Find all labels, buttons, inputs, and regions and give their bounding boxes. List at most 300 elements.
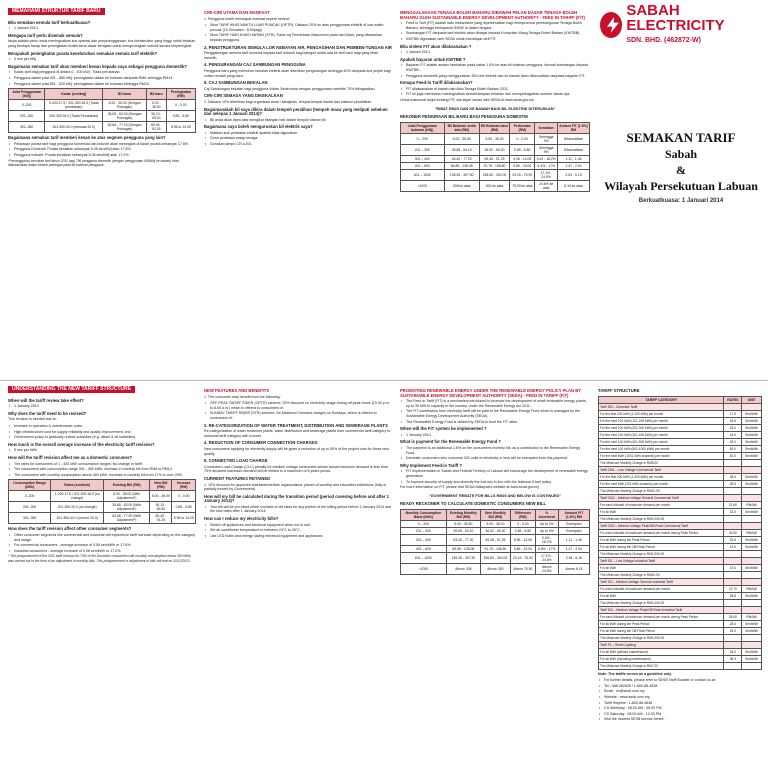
table-cell: The Minimum Monthly Charge is RM7.20: [599, 662, 724, 669]
table-cell: 69.45 - 91.25: [480, 534, 510, 545]
table-cell: [724, 466, 742, 473]
table-cell: 0 - 0.00: [172, 491, 196, 502]
table-cell: 35.68 - 63.00 (With Adjustment*): [104, 502, 150, 513]
contact-line: • CS Saturday : 08:00 AM - 12:30 PM: [598, 712, 762, 717]
section-title: CIRI-CIRI SEMASA YANG DIKEKALKAN: [204, 93, 283, 99]
rebate-banner: "RIBAT RM20 DAN KE BAWAH BAGI BIL ELEKTRIK DITERUSKAN": [434, 106, 556, 111]
question: Apakah bayaran untuk KWTBB ?: [400, 56, 466, 62]
table-cell: Tariff CM1 – Low Voltage Commercial Tariff: [599, 466, 724, 473]
table-cell: For the next 100 kWh (501-1000 kWh) per month: [599, 445, 724, 452]
column-header: Bil Bulanan sedia ada (RM): [444, 122, 479, 133]
table-cell: [742, 466, 762, 473]
table-cell: 44.5: [724, 431, 742, 438]
table-cell: 5.00 - 35.50: [446, 520, 480, 527]
table-row: [599, 592, 762, 599]
table-cell: 91.78 - 158.80: [480, 545, 510, 552]
table-row: [599, 459, 762, 466]
bullet: • Pengguna Industri: Purata kenaikan sebanyak 5.08 sen/kWj atau 17.2%.: [8, 153, 196, 158]
table-row: [599, 557, 762, 564]
bullet: • Skim TARIF HARI KHAS HARIAN (STR): Tiada caj Permintaan Maksimum pada hari Ahad, yang ditawarkan kepada pengguna.: [204, 33, 392, 42]
bullet: • Pengguna dalam julat 851 - 920 kWj: peningkatan dalam bil bulanan sehingga RM24.: [8, 82, 196, 87]
answer: • 1 January 2014: [400, 433, 590, 438]
table-row: [599, 550, 762, 557]
table-cell: The Minimum Monthly Charge is RM1,000.00: [599, 515, 724, 522]
title-line-2: Sabah: [664, 147, 698, 161]
table-cell: 0 - 0.00: [510, 133, 535, 144]
table-cell: 135.35 - 307.50: [446, 552, 480, 563]
column-header: Existing Bill (RM): [104, 480, 150, 491]
table-cell: Sen/kWh: [742, 655, 762, 662]
table-row: [599, 494, 762, 501]
table-cell: For each kilowatt of maximum demand per month: [599, 501, 724, 508]
table-cell: The Minimum Monthly Charge is RM10.00: [599, 487, 724, 494]
table-cell: Sen/kWh: [742, 564, 762, 571]
section-title: CURRENT FEATURES RETAINED: [204, 475, 271, 481]
table-cell: >1000: [401, 180, 445, 191]
table-cell: [742, 459, 762, 466]
bullet: • FiT ini juga membantu meningkatkan kebolehkerjaan bekalan dan memperbagaikan sumber bahan api.: [400, 92, 590, 97]
table-cell: 17.1% - 24.6%: [535, 169, 558, 180]
bullet: • Guna peralatan cekap tenaga.: [204, 136, 392, 141]
table-row: [401, 552, 590, 563]
table-cell: For the next 100 kWh (401-500 kWh) per month: [599, 438, 724, 445]
bullet: • The Feed-in Tariff (FiT) is a mechanism introduced to promote the development of small renewable energy plants, up to 30 MW in capacity in the country, under the Renewable Energy Act 2011.: [400, 399, 590, 408]
table-row: [599, 466, 762, 473]
question: When will the FiT system be implemented ?: [400, 426, 487, 432]
table-cell: RM/kW: [742, 529, 762, 536]
table-cell: [742, 522, 762, 529]
table-row: [401, 520, 590, 527]
table-row: [599, 641, 762, 648]
table-cell: 32.60: [724, 529, 742, 536]
table-row: [599, 606, 762, 613]
table-cell: [724, 599, 742, 606]
table-cell: 401 – 600: [401, 545, 447, 552]
column-header: Bil Bulanan baru (RM): [481, 123, 508, 132]
table-cell: For the next 100 kWh (101-200 kWh) per month: [599, 417, 724, 424]
table-cell: For the next 100 kWh (301-400 kWh) per month: [599, 431, 724, 438]
bullet: • Government policy to gradually reduce subsidies (e.g. diesel & oil subsidies).: [8, 435, 196, 440]
bullet: • Skim TARIF IKHIS WAKTU LUAR PUNCAK (OPTR): Diskaun 20% ke atas penggunaan elektrik di luar waktu puncak (10.00malam - 8.00pagi).: [204, 23, 392, 32]
title-line-3: &: [676, 163, 686, 177]
table-cell: 5.96 to 14.05: [172, 513, 196, 524]
table-row: [599, 529, 762, 536]
table-cell: For all kWh during the Off-Peak Period: [599, 543, 724, 550]
bullet: • FiT dilaksanakan di bawah dan Akta Tenaga Boleh Baharu 2011.: [400, 87, 590, 92]
column-header: Bil lama: [103, 89, 147, 100]
section-title: TARIFF STRUCTURE: [598, 388, 640, 393]
bullet: • KWTBB digunakan oleh SEDA untuk membayar tarif FiT.: [400, 37, 590, 42]
column-header: TARIFF CATEGORY: [599, 396, 724, 403]
table-cell: Sen/kWh: [742, 431, 762, 438]
tariff-structure-column: [598, 386, 762, 723]
bullet: • Bayaran FiT adalah amaun tambahan pada kadar 1.6% ke atas bil bulanan pengguna, kecuali sumbangan kepada KWTBB.: [400, 63, 590, 72]
paragraph: New consumers applying for electricity supply will be given a reduction of up to 50% of the project cost for those who qualify.: [204, 446, 390, 456]
table-cell: 0.85 - 5.80: [510, 144, 535, 155]
table-cell: [742, 571, 762, 578]
table-cell: [742, 550, 762, 557]
table-cell: 19.5: [724, 543, 742, 550]
table-row: [599, 487, 762, 494]
table-cell: For each kilowatt of maximum demand per month during Peak Period: [599, 613, 724, 620]
section-title: 2. PENSTRUKTURAN SEMULA LOR KEBAYAN AIR, PENGAGIHAN DAN PEMBEN-TUNGAN AIR: [204, 44, 392, 50]
ms-column-3: [400, 8, 590, 194]
question: Bagaimana saya boleh menguruskan bil elektrik saya?: [204, 124, 313, 130]
table-cell: 33.0: [724, 424, 742, 431]
table-cell: [742, 662, 762, 669]
contact-info: [598, 678, 762, 722]
table-row: [401, 545, 590, 552]
table-cell: 38.3: [724, 655, 742, 662]
table-row: [599, 508, 762, 515]
table-cell: The Minimum Monthly Charge is RM1,000.00: [599, 550, 724, 557]
table-cell: 158.80 - 300.00: [480, 552, 510, 563]
table-cell: 69.45 - 91.25: [479, 155, 509, 162]
question: Mengapa tarif perlu disemak semula?: [8, 32, 83, 38]
table-cell: 201-300:33.0 (no change): [51, 502, 104, 513]
bullet: • Feed in Tarif (FiT) adalah satu mekanisme yang diperkenalkan bagi mempromosi pembangunan Tenaga Boleh Baharu, sehingga berkapasiti 30MW di dalam Negara.: [400, 21, 590, 30]
table-row: [599, 473, 762, 480]
table-cell: [724, 662, 742, 669]
table-cell: Sehingga 9%: [535, 144, 558, 155]
table-cell: The Minimum Monthly Charge is RM5.00: [599, 459, 724, 466]
column-header: Julat Penggunaan bulanan (kWj): [401, 122, 445, 133]
table-cell: Sen/kWh: [742, 438, 762, 445]
column-header: Amaun FiT (1.6%) RM: [559, 123, 588, 132]
en-column-1: [8, 386, 196, 563]
table-cell: 35.68 - 63.10: [446, 527, 480, 534]
bullet: • Use LED bulbs and energy saving electrical equipment and appliances.: [204, 534, 392, 539]
table-cell: Sen/kWh: [742, 508, 762, 515]
table-cell: 32.6: [724, 536, 742, 543]
table-cell: Sen/kWh: [742, 543, 762, 550]
bullet: • Pengguna Komersil: Purata kenaikan sebanyak 5.08 sen/kWj atau 17.6%.: [8, 147, 196, 152]
table-cell: [724, 522, 742, 529]
table-cell: 301 – 400: [401, 155, 445, 162]
table-row: [599, 585, 762, 592]
table-cell: RM/kW: [742, 585, 762, 592]
section-title: 4. REDUCTION OF CONSUMER CONNECTION CHARGES: [204, 440, 318, 446]
table-cell: 5.00 - 35.50: [444, 133, 479, 144]
table-row: [401, 169, 590, 180]
table-cell: 135.35 - 307.50: [444, 169, 479, 180]
table-cell: The Minimum Monthly Charge is RM1,000.00: [599, 634, 724, 641]
question: Bagaimana semakan tarif akan memberi kesan kepada saya sebagai pengguna domestik?: [8, 63, 187, 69]
paragraph: Connected Load Charge (CLC) penalty for medium voltage consumers whose actual maximum demand is less than 75% declared maximum demand will be limited to a maximum of 6 years period.: [204, 464, 388, 474]
table-cell: [742, 634, 762, 641]
table-cell: 0 - 0.00: [166, 100, 195, 111]
section-title: REKONER PENGIRAAN BIL BARU BAGI PENGGUNA DOMESTIK: [400, 114, 529, 120]
en-column-3: [400, 386, 590, 577]
bullet: • Increase in operation & maintenance costs;: [8, 424, 196, 429]
paragraph: Caj Sambungan bekalan bagi pengguna Voltan Sederhana dengan penggunaan melebihi 70% ditingkatkan.: [204, 86, 376, 91]
table-cell: Up to 2%: [535, 520, 558, 527]
table-cell: Above 308: [446, 563, 480, 574]
table-row: [599, 613, 762, 620]
table-row: [401, 133, 590, 144]
logo-sub: SDN. BHD. (462872-W): [626, 36, 701, 44]
table-cell: 1.11 - 1.46: [558, 155, 590, 162]
table-cell: RM/kW: [742, 613, 762, 620]
en-section-header: UNDERSTANDING THE NEW TARIFF STRUCTURE: [8, 386, 135, 393]
table-cell: For the next kWh (1001 kWh onwards) per month: [599, 452, 724, 459]
table-cell: 17.5: [724, 410, 742, 417]
bullet: • Domestic consumers who consume 300 units of electricity or less will be exempted from this payment.: [400, 456, 590, 461]
ms-reckoner-table: [400, 122, 590, 192]
table-row: [599, 599, 762, 606]
table-cell: Up to 9%: [535, 527, 558, 534]
table-cell: [742, 403, 762, 410]
bullet: • The Renewable Energy Fund is utilized by SEDA to fund the FiT rates.: [400, 420, 590, 425]
table-cell: Sen/kWh: [742, 417, 762, 424]
section-title: 5. CONNECTED LOAD CHARGE: [204, 458, 268, 464]
table-cell: For each kilowatt of maximum demand per month: [599, 585, 724, 592]
table-cell: [724, 634, 742, 641]
table-cell: [724, 557, 742, 564]
bullet: • Kadar tarif bagi pengguna di antara 0 - 400 kWj : Tiada perubahan.: [8, 70, 196, 75]
table-cell: 1.47 - 2.54: [558, 162, 590, 169]
table-cell: 28.00: [724, 613, 742, 620]
table-cell: 0 – 200: [401, 133, 445, 144]
table-cell: [724, 641, 742, 648]
table-cell: [724, 494, 742, 501]
table-row: [401, 155, 590, 162]
table-cell: [724, 403, 742, 410]
table-cell: [724, 550, 742, 557]
answer: • 1 Januari 2014: [8, 26, 196, 31]
table-cell: 24.6% ke atas: [535, 180, 558, 191]
table-cell: For the first 200 kWh (1-200 kWh) per month: [599, 473, 724, 480]
table-cell: 69.45 - 91.25: [150, 513, 172, 524]
table-cell: Sen/kWh: [742, 620, 762, 627]
question: Kenapa Feed-in Tariff dilaksanakan?: [400, 80, 473, 86]
bullet: • Other consumer segments like commercial and industrial will experience tariff increase depending on the category and usage.: [8, 533, 196, 542]
en-rate-table: [8, 479, 196, 524]
column-header: Consumption Range (kWh): [9, 480, 51, 491]
table-cell: 5.00 - 36.00: [146, 100, 166, 111]
table-cell: Sehingga 2%: [535, 133, 558, 144]
bullet: • High infrastructure cost for supply reliability and quality improvement; and: [8, 430, 196, 435]
bullet: • The payment is an additional 1.6% on the consumer's monthly bill, as a contribution to the Renewable Energy Fund.: [400, 446, 590, 455]
bullet: • SUNDAY TARIFF RIDER (STR) scheme: No Maximum Demand charges on Sundays, which is offered to consumers of:: [204, 411, 392, 420]
table-cell: 63.40 - 77.20: [444, 155, 479, 162]
table-cell: 23.15 - 75.90: [510, 169, 535, 180]
table-cell: 5.00 - 36.00: [479, 133, 509, 144]
section-title: NEW FEATURES AND BENEFITS: [204, 388, 270, 393]
bullet: • Industrial consumers - average increase of 5.08 sen/kWh or 17.2%.: [8, 549, 196, 554]
table-cell: 301–350: [9, 513, 51, 524]
table-cell: >1000: [401, 563, 447, 574]
table-row: [9, 111, 196, 122]
paragraph: 1. Diskaun 10% diberikan bagi organisasi amal / kebajikan, tempat-tempat ibadat dan institusi pendidikan.: [204, 99, 373, 104]
table-cell: [724, 578, 742, 585]
table-cell: 5.86 - 23.00: [510, 545, 535, 552]
section-title: 4. PENGURANGAN CAJ SAMBUNGAN PENGGUNA: [204, 62, 306, 68]
bullet: • The rates for consumers of 1 - 400 kWh consumption ranges: No change in tariff.: [8, 462, 196, 467]
table-cell: 35.08 - 63.00 (Dengan Potongan): [103, 111, 147, 122]
contact-line: • Visit the nearest SESB service centre.: [598, 717, 762, 722]
table-cell: For the first 100 kWh (1-100 kWh) per month: [599, 410, 724, 417]
table-cell: 5.96 - 14.05: [510, 155, 535, 162]
question: How much is the overall average increase of the electricity tariff revision?: [8, 441, 155, 447]
question: Berapakah peningkatan purata keseluruhan semakan semula tarif elektrik?: [8, 50, 158, 56]
table-cell: 6.8% - 17%: [535, 545, 558, 552]
table-cell: 36.13 - 69.00: [146, 111, 166, 122]
table-row: [599, 452, 762, 459]
column-header: Existing Monthly Bill (RM): [446, 509, 480, 520]
bullet: • OFF-PEAK TARIFF RIDER (OPTR) scheme: 20% discount on electricity usage during off-peak hours (10.00 p.m. to 8.00 a.m.) which is offered to consumers of:: [204, 401, 392, 410]
bullet: • Matikan suis peralatan elektrik apabila tidak digunakan.: [204, 131, 392, 136]
table-cell: 36.13 - 69.00: [150, 502, 172, 513]
table-cell: 50.0: [724, 445, 742, 452]
table-cell: 601 – 1000: [401, 552, 447, 563]
table-cell: 5.86 - 23.00: [510, 162, 535, 169]
table-cell: For the next 100 kWh (201-300 kWh) per month: [599, 424, 724, 431]
question: Bagaimana semakan tarif memberi kesan ke atas segmen pengguna yang lain?: [8, 135, 166, 141]
table-cell: [724, 459, 742, 466]
table-cell: 36.52 - 69.00: [479, 144, 509, 155]
table-cell: Sen/kWh: [742, 410, 762, 417]
table-row: [599, 655, 762, 662]
column-header: Peningkatan (RM): [166, 89, 195, 100]
lightning-bolt-icon: [600, 12, 622, 38]
answer: Ianya adalah perlu untuk meningkatkan kos operasi dan penyelenggaraan, kos infrastruktur yang tinggi untuk bekalan yang berdaya harap dan peningkatan kualiti serta dasar kerajaan untuk mengurangkan subsidi secara berperingkat.: [8, 39, 196, 48]
table-cell: Dikecualikan: [558, 133, 590, 144]
question: Bila sistem FiT akan dilaksanakan ?: [400, 43, 472, 49]
bullet: • Switch off appliances and electrical equipment when not in use.: [204, 523, 392, 528]
table-cell: Exempted: [558, 527, 589, 534]
table-cell: [742, 494, 762, 501]
question: How will my bill be calculated during the transition period (period covering before and after 1 January 2014)?: [204, 493, 389, 504]
table-cell: 5-400:17.5 / 201-300:18.5 (Tiada perubahan): [45, 100, 103, 111]
info-text: Untuk maklumat lanjut tentang FiT, sila layari laman web SEDA di www.seda.gov.my: [400, 97, 534, 102]
column-header: Kenaikan: [535, 122, 558, 133]
column-header: Difference (RM): [510, 509, 535, 520]
table-cell: Sen/kWh: [742, 648, 762, 655]
table-row: [599, 410, 762, 417]
table-cell: [724, 487, 742, 494]
table-cell: [724, 606, 742, 613]
table-cell: [742, 606, 762, 613]
table-cell: 2.54 - 6.15: [558, 169, 590, 180]
table-row: [599, 571, 762, 578]
table-cell: 39.5: [724, 480, 742, 487]
contact-line: • CS Weekday : 08:00 AM - 05:00 PM: [598, 706, 762, 711]
table-cell: Dikecualikan: [558, 144, 590, 155]
answer: • 5 sen per kWj: [8, 57, 196, 62]
question: How will the tariff revision affect me as a domestic consumer?: [8, 454, 133, 460]
table-row: [599, 648, 762, 655]
table-cell: 5.00 - 36.00: [480, 520, 510, 527]
question: How can I reduce my electricity bills?: [204, 516, 279, 522]
ms-rate-table: [8, 88, 196, 133]
table-row: [599, 515, 762, 522]
table-row: [599, 424, 762, 431]
table-cell: 32.6: [724, 508, 742, 515]
table-cell: 0–200: [9, 491, 51, 502]
table-cell: Exempted: [558, 520, 589, 527]
table-cell: For the next kWh (201 kWh onwards) per month: [599, 480, 724, 487]
section-title: READY RECKONER TO CALCULATE DOMESTIC CONSUMERS NEW BILL: [400, 501, 547, 507]
table-cell: 401 – 600: [401, 162, 445, 169]
table-row: [599, 536, 762, 543]
table-cell: Tariff CM3 – Medium Voltage Peak/Off-Peak Commercial Tariff: [599, 522, 724, 529]
table-cell: [724, 515, 742, 522]
table-cell: 5.00 - 35.00 (Dengan Potongan): [103, 100, 147, 111]
table-cell: For all kWh during the Off-Peak Period: [599, 627, 724, 634]
table-row: [401, 162, 590, 169]
contact-line: • Email : ivr@sesb.com.my: [598, 689, 762, 694]
table-row: [599, 403, 762, 410]
table-cell: [742, 599, 762, 606]
paragraph: Re-categorization of water treatment plants, water distribution and sewerage plants from commercial tariff category to industrial tariff category with a lower.: [204, 429, 391, 438]
table-row: [599, 627, 762, 634]
table-cell: Tariff ID2 – Medium Voltage General Industrial Tariff: [599, 578, 724, 585]
bullet: • The consumers with monthly consumption above 400 kWh: increase in monthly bill from 17% to over 25%.: [8, 473, 196, 478]
column-header: Julat Penggunaan (kWj): [9, 89, 45, 100]
ms-section-header: MEMAHAMI STRUKTUR TARIF BARU: [8, 8, 105, 15]
table-cell: 5.00 - 35.00 (With Adjustment*): [104, 491, 150, 502]
question: When will the tariff review take effect?: [8, 397, 84, 403]
table-row: [599, 564, 762, 571]
question: Why Implement Feed-in Tariff ?: [400, 462, 463, 468]
table-row: [9, 122, 196, 133]
tariff-note: Note: The tariffs serves as a guideline only.: [598, 671, 672, 676]
table-row: [401, 527, 590, 534]
table-cell: 85.85 - 135.08: [446, 545, 480, 552]
table-cell: 86.85 - 135.08: [444, 162, 479, 169]
footnote: * The postponement of the 2011 tariff revision for 73% of the Domestic consumers with monthly consumption below 350 kWh) was carried out in the form of an adjustment in monthly bills. This postponement or adjustment of bills will end on 31/12/2013: [8, 554, 192, 563]
table-row: [599, 662, 762, 669]
column-header: UNIT: [742, 396, 762, 403]
table-cell: 5.96 - 14.05: [510, 534, 535, 545]
table-cell: 308 ke atas: [444, 180, 479, 191]
question: What is payment for the Renewable Energy Fund ?: [400, 439, 501, 445]
paragraph: Penggabungan semula tarif komersil kepada tarif industri bagi kategori sedia ada ke tarif baru bagi yang telah memilih.: [204, 51, 379, 60]
tariff-table: [598, 396, 762, 670]
table-row: [599, 522, 762, 529]
table-cell: 200-300:34.0 (Tiada Perubahan): [45, 111, 103, 122]
title-line-4: Wilayah Persekutuan Labuan: [604, 179, 758, 193]
table-cell: 45.0: [724, 438, 742, 445]
contact-line: • Website : www.sesb.com.my: [598, 695, 762, 700]
table-row: [401, 144, 590, 155]
table-cell: 0.85 - 5.80: [166, 111, 195, 122]
table-cell: 301-350:44.0 (semasa:33.0): [45, 122, 103, 133]
paragraph: 1. The consumer may benefit from the following:: [204, 394, 281, 399]
en-reckoner-table: [400, 509, 590, 575]
contact-line: • Tariff Helpline : 1-800-88-4838: [598, 701, 762, 706]
table-cell: For all kWh during the Peak Period: [599, 620, 724, 627]
table-cell: Above 24.6%: [535, 563, 558, 574]
table-cell: Tariff DM – Domestic Tariff: [599, 403, 724, 410]
table-cell: The Minimum Monthly Charge is RM10.00: [599, 571, 724, 578]
bullet: • The consumers with consumption range 301 - 350 kWh: increase in monthly bill from RM6 to RM14.: [8, 467, 196, 472]
table-cell: Tariff ID3 – Medium Voltage Peak/Off-Peak Industrial Tariff: [599, 606, 724, 613]
table-cell: 9.44 - 18.2%: [536, 156, 556, 161]
table-cell: Tariff PL – Street Lighting: [599, 641, 724, 648]
table-cell: Sen/kWh: [742, 536, 762, 543]
table-cell: 28.8: [724, 592, 742, 599]
bullet: • To improve security of supply and diversify the fuel mix in line with the National 5-fuel policy.: [400, 480, 590, 485]
table-row: [599, 431, 762, 438]
column-header: Perbezaan (RM): [510, 122, 535, 133]
table-row: [9, 100, 196, 111]
sesb-logo: [600, 1, 760, 44]
answer: • 5 sen per kWh: [8, 448, 196, 453]
table-cell: 300 ke atas: [479, 180, 509, 191]
table-cell: For all kWh (including maintenance): [599, 655, 724, 662]
